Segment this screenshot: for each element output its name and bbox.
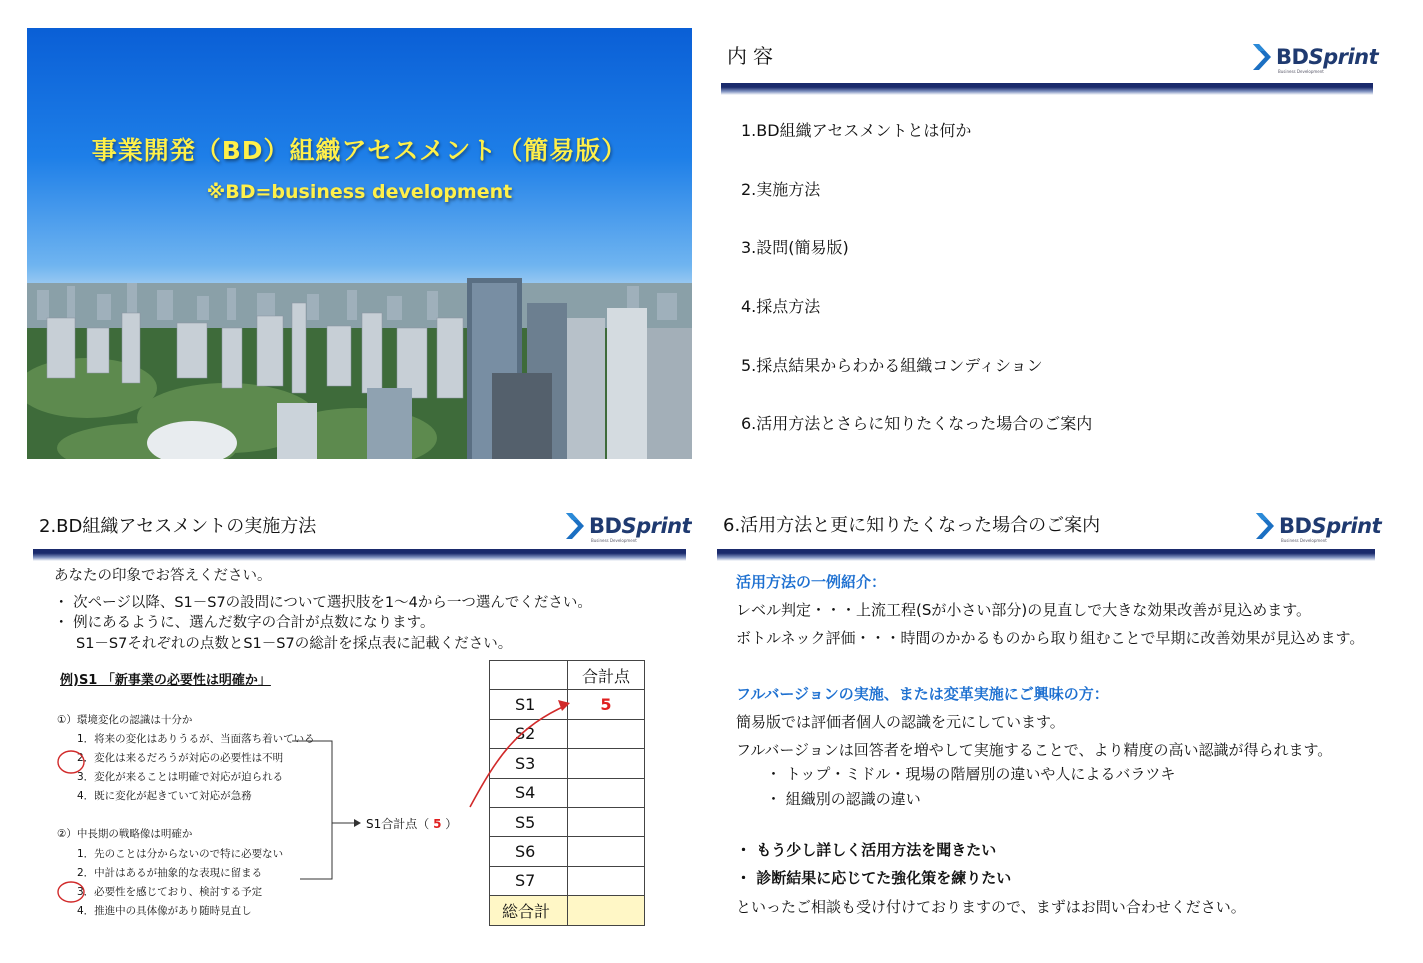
row-value: 5	[568, 690, 645, 719]
bullet-item: ・ 次ページ以降、S1－S7の設問について選択肢を1～4から一つ選んでください。	[54, 595, 592, 611]
method-slide	[27, 497, 692, 937]
sub-bullet-text: トップ・ミドル・現場の階層別の違いや人によるバラツキ	[785, 765, 1176, 783]
sub-bullet: ・ トップ・ミドル・現場の階層別の違いや人によるバラツキ	[766, 765, 1176, 783]
example-title: 例)S1 「新事業の必要性は明確か」	[60, 673, 271, 688]
arrow-head-icon	[558, 700, 570, 711]
logo-sprint: Sprint	[621, 514, 692, 538]
q1-option: 3．変化が来ることは明確で対応が迫られる	[77, 771, 284, 783]
contents-item: 1.BD組織アセスメントとは何か	[741, 121, 972, 140]
body-text: レベル判定・・・上流工程(Sが小さい部分)の見直しで大きな効果改善が見込めます。	[736, 601, 1312, 619]
row-label: S2	[490, 719, 568, 748]
transfer-arrow-icon	[470, 705, 567, 807]
row-label: S1	[490, 690, 568, 719]
guide-slide	[717, 497, 1387, 937]
sub-bullet: ・ 組織別の認識の違い	[766, 790, 921, 808]
logo-tagline: Business Development	[1278, 69, 1324, 74]
logo-bd: BD	[1276, 45, 1309, 69]
selection-circle-icon	[58, 882, 84, 902]
contents-list	[741, 118, 1092, 459]
q2-option: 3．必要性を感じており、検討する予定	[77, 886, 263, 898]
slide-title: 内容	[727, 44, 779, 68]
header-rule	[717, 549, 1375, 561]
section-heading: 活用方法の一例紹介：	[736, 573, 887, 591]
q1-option: 2．変化は来るだろうが対応の必要性は不明	[77, 752, 284, 764]
bullet-item: ・ 例にあるように、選んだ数字の合計が点数になります。	[54, 615, 435, 631]
total-label: 総合計	[490, 896, 568, 925]
body-text: ボトルネック評価・・・時間のかかるものから取り組むことで早期に改善効果が見込めます。	[736, 629, 1365, 647]
contents-item: 4.採点方法	[741, 297, 821, 317]
q2-option: 2．中計はあるが抽象的な表現に留まる	[77, 867, 263, 879]
row-label: S7	[490, 866, 568, 895]
closing-text: といったご相談も受け付けておりますので、まずはお問い合わせください。	[736, 898, 1246, 916]
logo-sprint: Sprint	[1311, 514, 1382, 538]
contents-slide	[717, 28, 1387, 459]
question-2-label: ②）中長期の戦略像は明確か	[57, 828, 193, 840]
city-skyline-image	[27, 28, 692, 459]
bullet-continuation: S1－S7それぞれの点数とS1－S7の総計を採点表に記載ください。	[76, 636, 513, 652]
header-rule	[721, 83, 1373, 95]
selection-circle-icon	[58, 751, 84, 773]
sub-bullet-text: 組織別の認識の違い	[785, 790, 921, 808]
q1-option: 1．将来の変化はありうるが、当面落ち着いている	[77, 733, 315, 745]
contents-item: 2.実施方法	[741, 179, 821, 199]
bdsprint-logo	[1254, 511, 1381, 541]
sum-label-text: S1合計点（	[366, 817, 430, 831]
logo-arrow-icon	[1251, 42, 1273, 72]
bold-bullet: ・ もう少し詳しく活用方法を聞きたい	[736, 841, 997, 859]
bracket-line	[292, 741, 332, 879]
slide-title: 6.活用方法と更に知りたくなった場合のご案内	[723, 515, 1101, 536]
q1-option: 4．既に変化が起きていて対応が急務	[77, 790, 252, 802]
sum-close: ）	[445, 817, 458, 831]
section-heading: フルバージョンの実施、または変革実施にご興味の方：	[736, 685, 1109, 703]
body-text: 簡易版では評価者個人の認識を元にしています。	[736, 713, 1065, 731]
row-label: S4	[490, 778, 568, 807]
contents-item: 5.採点結果からわかる組織コンディション	[741, 355, 1043, 375]
q2-option: 4．推進中の具体像があり随時見直し	[77, 905, 252, 917]
logo-bd: BD	[589, 514, 622, 538]
cover-subtitle: ※BD=business development	[206, 181, 513, 203]
row-label: S3	[490, 749, 568, 778]
contents-item: 6.活用方法とさらに知りたくなった場合のご案内	[741, 414, 1093, 434]
bold-bullet-text: もう少し詳しく活用方法を聞きたい	[756, 841, 997, 859]
cover-title: 事業開発（BD）組織アセスメント（簡易版）	[91, 136, 628, 165]
table-header: 合計点	[568, 661, 645, 690]
question-1-label: ①）環境変化の認識は十分か	[57, 714, 193, 726]
intro-text: あなたの印象でお答えください。	[54, 568, 272, 584]
logo-tagline: Business Development	[591, 538, 637, 543]
bullet-text: 次ページ以降、S1－S7の設問について選択肢を1～4から一つ選んでください。	[73, 595, 592, 611]
row-label: S6	[490, 837, 568, 866]
cover-slide	[27, 28, 692, 459]
row-label: S5	[490, 807, 568, 836]
bdsprint-logo	[1251, 42, 1378, 72]
body-text: フルバージョンは回答者を増やして実施することで、より精度の高い認識が得られます。	[736, 741, 1333, 759]
bold-bullet-text: 診断結果に応じてた強化策を練りたい	[756, 869, 1012, 887]
q2-option: 1．先のことは分からないので特に必要ない	[77, 848, 284, 860]
slide-title: 2.BD組織アセスメントの実施方法	[39, 516, 317, 537]
annotation-marks	[27, 497, 692, 937]
logo-sprint: Sprint	[1308, 45, 1379, 69]
bold-bullet: ・ 診断結果に応じてた強化策を練りたい	[736, 869, 1012, 887]
contents-item: 3.設問(簡易版)	[741, 238, 849, 258]
arrow-head-icon	[354, 819, 361, 827]
sum-value: 5	[433, 817, 442, 831]
bullet-text: 例にあるように、選んだ数字の合計が点数になります。	[73, 615, 435, 631]
logo-tagline: Business Development	[1281, 538, 1327, 543]
logo-arrow-icon	[1254, 511, 1276, 541]
logo-bd: BD	[1279, 514, 1312, 538]
